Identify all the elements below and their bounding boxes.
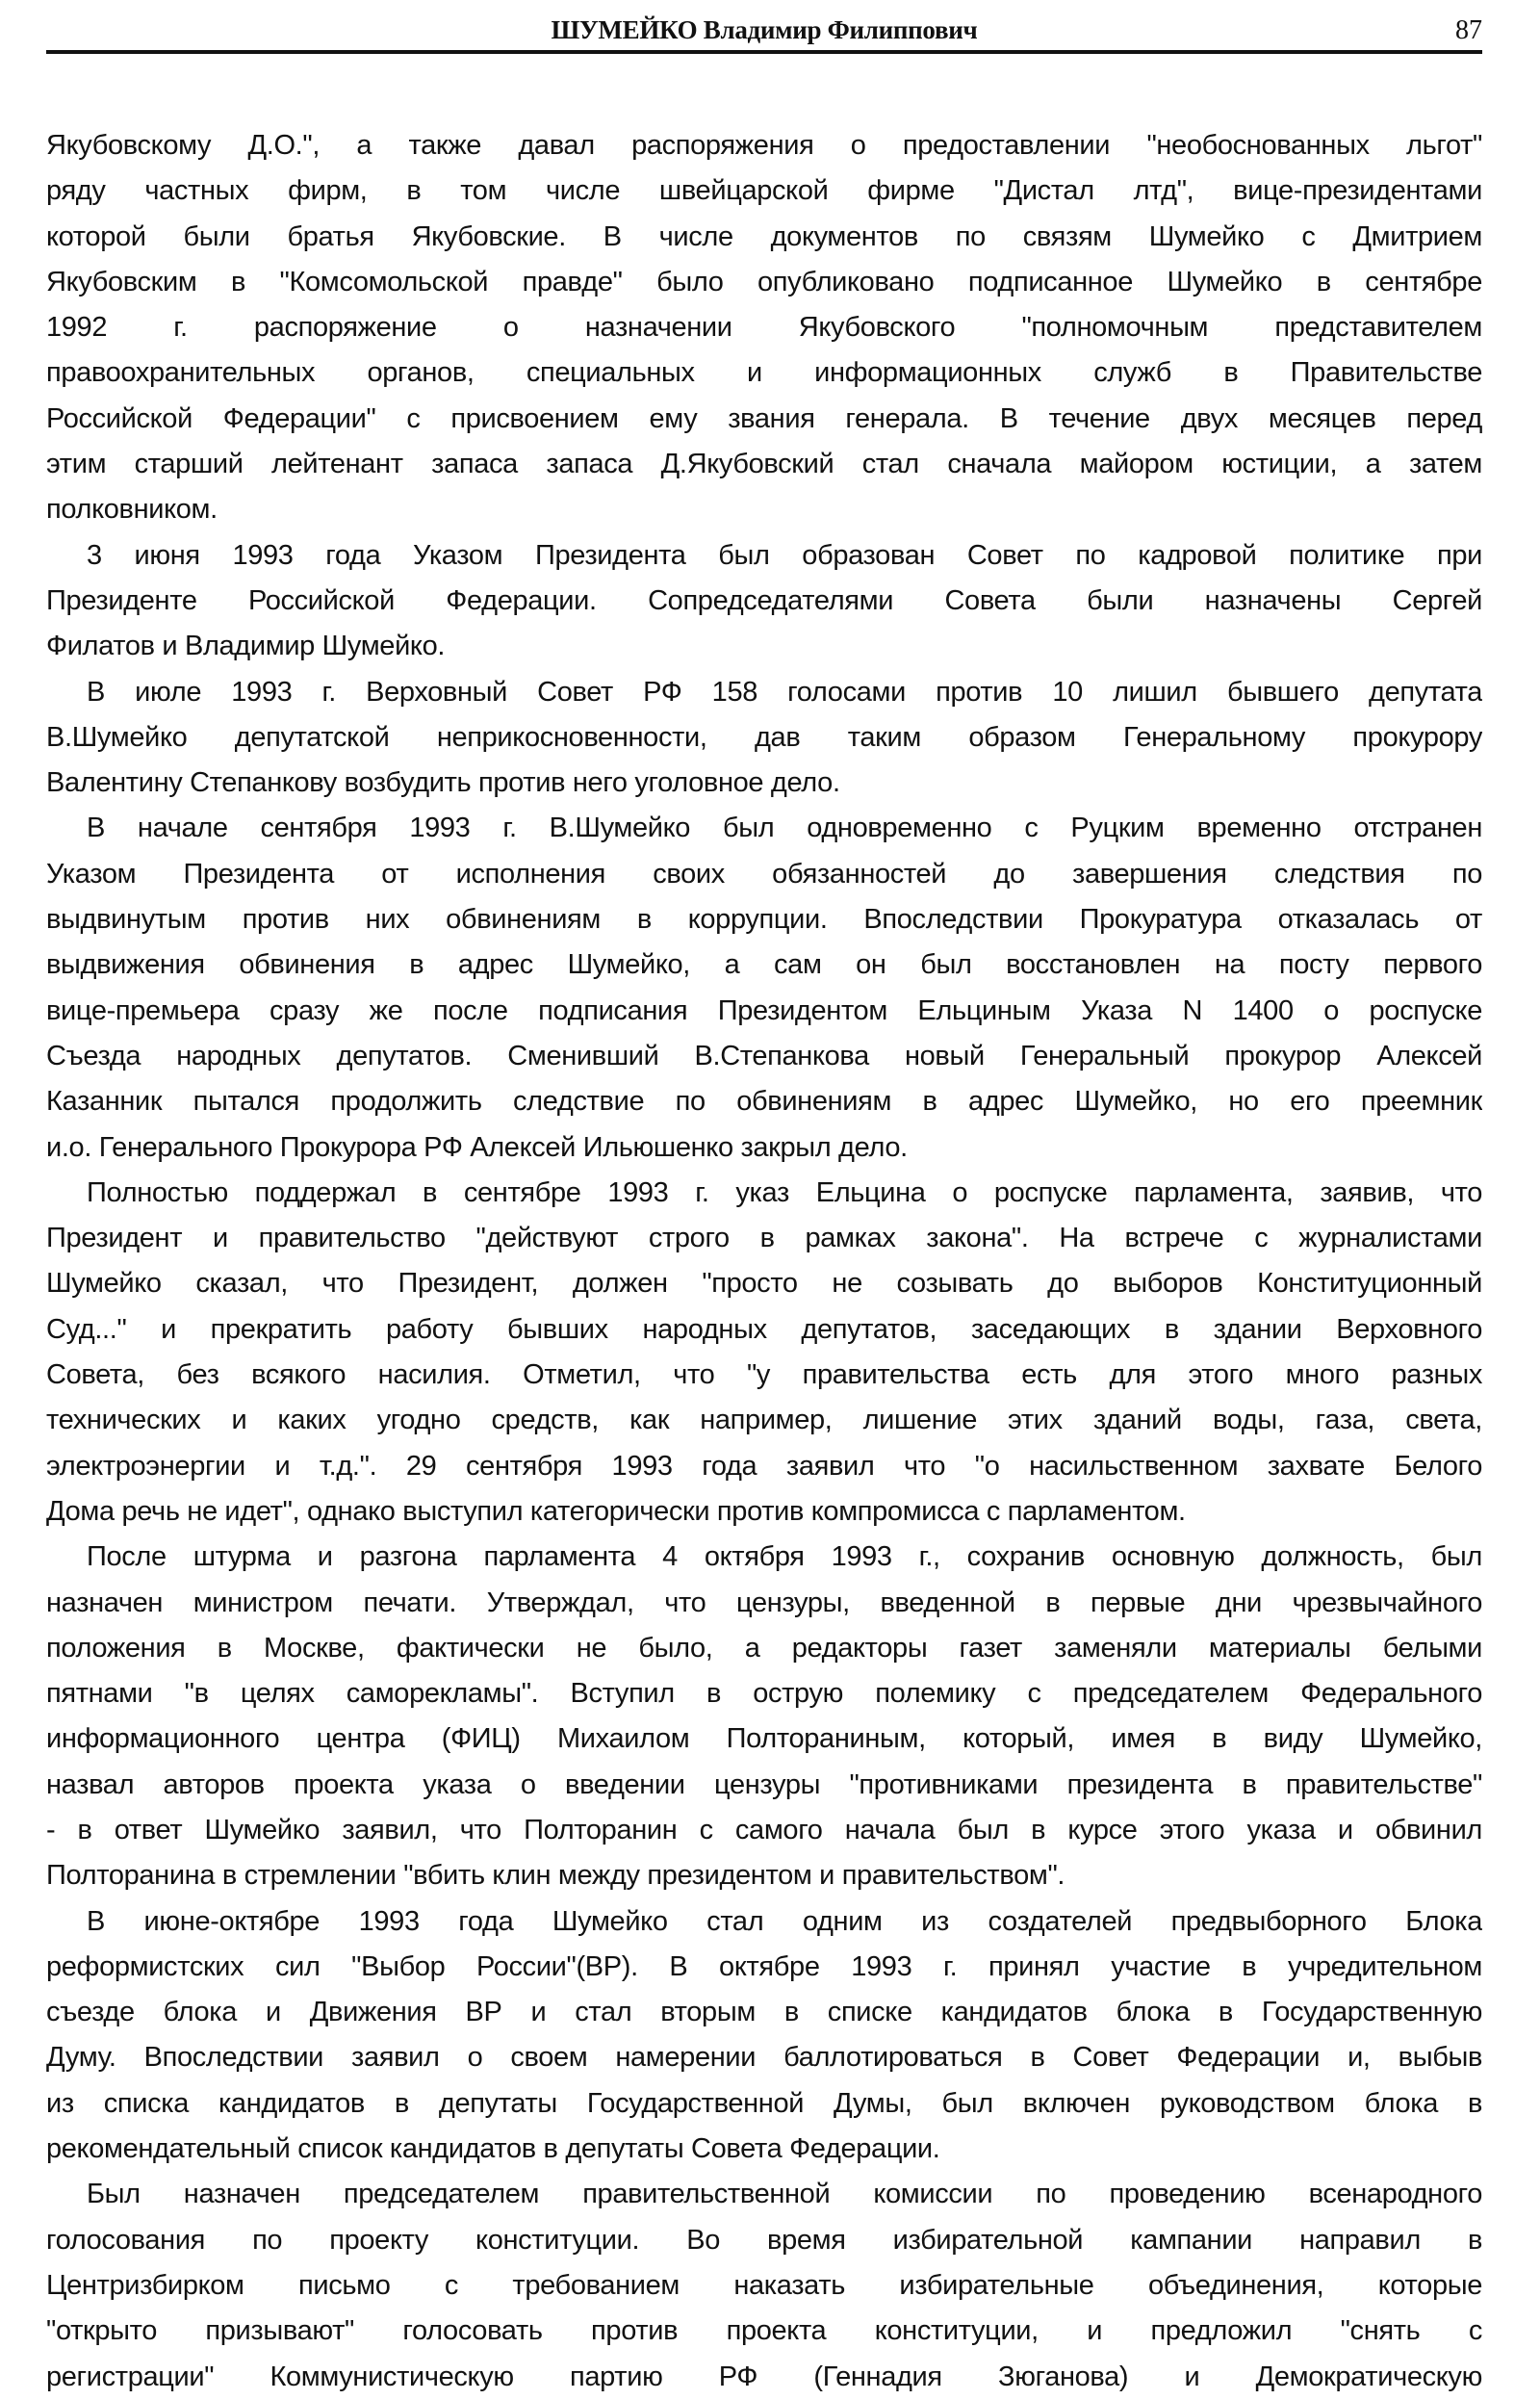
text-line: голосования по проекту конституции. Во время избирательной кампании направил в [46, 2224, 1482, 2256]
paragraph [46, 1899, 1482, 2173]
text-line: В.Шумейко депутатской неприкосновенности, дав таким образом Генеральному прокурору [46, 721, 1482, 753]
text-line: Филатов и Владимир Шумейко. [46, 631, 446, 662]
running-header [46, 8, 1482, 54]
paragraph [46, 806, 1482, 1170]
text-line: Президенте Российской Федерации. Сопредседателями Совета были назначены Сергей [46, 584, 1482, 616]
text-line: выдвижения обвинения в адрес Шумейко, а сам он был восстановлен на посту первого [46, 949, 1482, 981]
text-line: Суд..." и прекратить работу бывших народных депутатов, заседающих в здании Верховного [46, 1313, 1482, 1345]
text-line: Совета, без всякого насилия. Отметил, что "у правительства есть для этого много разных [46, 1359, 1482, 1391]
text-line: Якубовскому Д.О.", а также давал распоряжения о предоставлении "необоснованных льгот" [46, 130, 1482, 161]
text-line: Центризбирком письмо с требованием наказать избирательные объединения, которые [46, 2269, 1482, 2301]
text-line: назначен министром печати. Утверждал, что цензуры, введенной в первые дни чрезвычайного [46, 1587, 1482, 1618]
text-line: Якубовским в "Комсомольской правде" было опубликовано подписанное Шумейко в сентябре [46, 266, 1482, 297]
text-line: съезде блока и Движения ВР и стал вторым в списке кандидатов блока в Государственную [46, 1997, 1482, 2028]
text-line: из списка кандидатов в депутаты Государственной Думы, был включен руководством блока в [46, 2087, 1482, 2119]
text-line: 1992 г. распоряжение о назначении Якубовского "полномочным представителем [46, 312, 1482, 344]
text-line: В начале сентября 1993 г. В.Шумейко был одновременно с Руцким временно отстранен [87, 813, 1482, 844]
text-line: положения в Москве, фактически не было, а редакторы газет заменяли материалы белыми [46, 1632, 1482, 1664]
text-line: и.о. Генерального Прокурора РФ Алексей Ильюшенко закрыл дело. [46, 1131, 908, 1163]
page-number: 87 [1455, 15, 1482, 45]
text-line: выдвинутым против них обвинениям в коррупции. Впоследствии Прокуратура отказалась от [46, 904, 1482, 936]
text-line: Казанник пытался продолжить следствие по обвинениям в адрес Шумейко, но его преемник [46, 1086, 1482, 1118]
text-line: которой были братья Якубовские. В числе документов по связям Шумейко с Дмитрием [46, 220, 1482, 252]
text-line: Полторанина в стремлении "вбить клин между президентом и правительством". [46, 1860, 1065, 1892]
text-line: этим старший лейтенант запаса запаса Д.Якубовский стал сначала майором юстиции, а затем [46, 449, 1482, 480]
paragraph [46, 2172, 1482, 2399]
text-line: "открыто призывают" голосовать против проекта конституции, и предложил "снять с [46, 2315, 1482, 2347]
text-line: ряду частных фирм, в том числе швейцарской фирме "Дистал лтд", вице-президентами [46, 175, 1482, 207]
text-line: В июле 1993 г. Верховный Совет РФ 158 голосами против 10 лишил бывшего депутата [87, 676, 1482, 708]
document-body [46, 123, 1482, 2400]
text-line: Шумейко сказал, что Президент, должен "просто не созывать до выборов Конституционный [46, 1268, 1482, 1300]
text-line: Указом Президента от исполнения своих обязанностей до завершения следствия по [46, 858, 1482, 890]
paragraph [46, 670, 1482, 807]
text-line: После штурма и разгона парламента 4 октября 1993 г., сохранив основную должность, был [87, 1541, 1482, 1573]
text-line: полковником. [46, 494, 218, 526]
paragraph [46, 1535, 1482, 1898]
text-line: технических и каких угодно средств, как например, лишение этих зданий воды, газа, света, [46, 1405, 1482, 1436]
text-line: информационного центра (ФИЦ) Михаилом Полтораниным, который, имея в виду Шумейко, [46, 1723, 1482, 1755]
text-line: Российской Федерации" с присвоением ему звания генерала. В течение двух месяцев перед [46, 402, 1482, 434]
paragraph [46, 1171, 1482, 1535]
text-line: Был назначен председателем правительственной комиссии по проведению всенародного [87, 2179, 1482, 2210]
text-line: Валентину Степанкову возбудить против него уголовное дело. [46, 767, 840, 799]
text-line: 3 июня 1993 года Указом Президента был образован Совет по кадровой политике при [87, 539, 1482, 571]
text-line: В июне-октябре 1993 года Шумейко стал одним из создателей предвыборного Блока [87, 1905, 1482, 1937]
text-line: правоохранительных органов, специальных и информационных служб в Правительстве [46, 357, 1482, 389]
text-line: реформистских сил "Выбор России"(ВР). В октябре 1993 г. принял участие в учредительном [46, 1950, 1482, 1982]
text-line: Дома речь не идет", однако выступил категорически против компромисса с парламентом. [46, 1495, 1186, 1527]
text-line: вице-премьера сразу же после подписания Президентом Ельциным Указа N 1400 о роспуске [46, 994, 1482, 1026]
text-line: электроэнергии и т.д.". 29 сентября 1993 года заявил что "о насильственном захвате Белого [46, 1450, 1482, 1482]
text-line: рекомендательный список кандидатов в депутаты Совета Федерации. [46, 2133, 940, 2165]
text-line: пятнами "в целях саморекламы". Вступил в острую полемику с председателем Федерального [46, 1678, 1482, 1710]
text-line: Полностью поддержал в сентябре 1993 г. указ Ельцина о роспуске парламента, заявив, что [87, 1176, 1482, 1208]
text-line: - в ответ Шумейко заявил, что Полторанин с самого начала был в курсе этого указа и обвинил [46, 1814, 1482, 1845]
text-line: регистрации" Коммунистическую партию РФ (Геннадия Зюганова) и Демократическую [46, 2361, 1482, 2392]
header-title: ШУМЕЙКО Владимир Филиппович [551, 15, 978, 44]
paragraph [46, 533, 1482, 670]
paragraph [46, 123, 1482, 533]
text-line: Президент и правительство "действуют строго в рамках закона". На встрече с журналистами [46, 1223, 1482, 1254]
text-line: назвал авторов проекта указа о введении цензуры "противниками президента в правительстве" [46, 1768, 1482, 1800]
text-line: Съезда народных депутатов. Сменивший В.Степанкова новый Генеральный прокурор Алексей [46, 1040, 1482, 1071]
text-line: Думу. Впоследствии заявил о своем намерении баллотироваться в Совет Федерации и, выбыв [46, 2042, 1482, 2074]
